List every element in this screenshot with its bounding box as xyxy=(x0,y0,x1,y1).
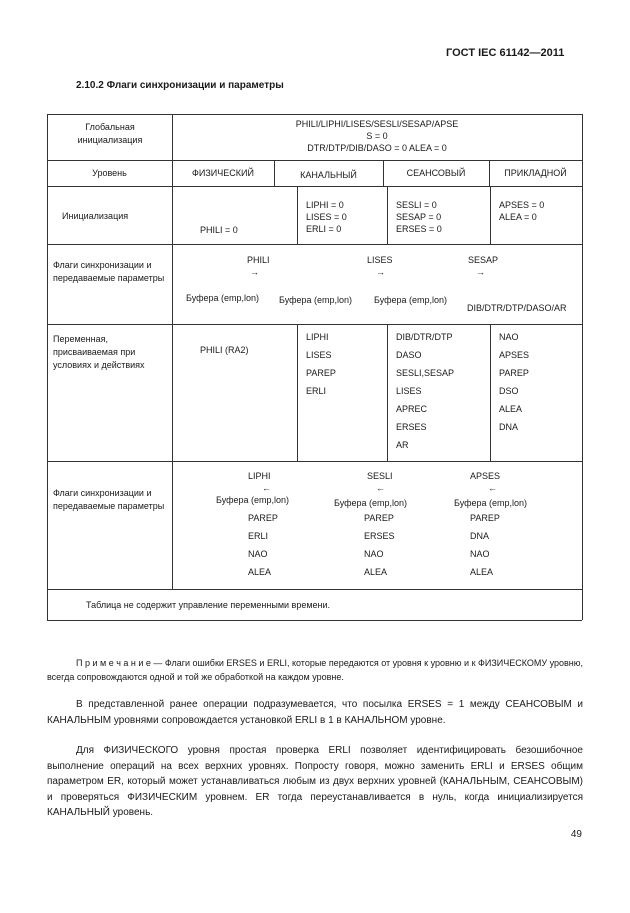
flags-up-buffer-2: Буфера (emp,lon) xyxy=(279,295,353,305)
flags-down-flag-apses: APSES xyxy=(470,471,501,481)
level-label: Уровень xyxy=(92,168,127,178)
vars-physical: PHILI (RA2) xyxy=(200,345,249,355)
list-item: LIPHI xyxy=(306,332,329,342)
note-paragraph: П р и м е ч а н и е — Флаги ошибки ERSES и ERLI, которые передаются от уровня к уровню и к ФИЗИЧЕСКОМУ уровню, всегда сопровождаются одной и той же обработкой на каждом уровне. xyxy=(47,658,583,682)
arrow-left-icon: ← xyxy=(376,483,385,493)
arrow-left-icon: ← xyxy=(488,483,497,493)
flags-down-buffer-3: Буфера (emp,lon) xyxy=(454,498,528,508)
arrow-right-icon: → xyxy=(376,267,385,277)
list-item: APSES xyxy=(499,350,530,360)
body-paragraph-2: Для ФИЗИЧЕСКОГО уровня простая проверка ERLI позволяет идентифицировать безошибочное выполнение операций на всех верхних уровнях. Попросту говоря, можно заменить ERLI и ERSES общим параметром ER, который может устанавливаться любым из двух верхних уровней (КАНАЛЬНЫМ, СЕАНСОВЫМ) и проверяться ФИЗИЧЕСКИМ уровнем. ER тогда переустанавливается в нуль, когда инициализируется КАНАЛЬНЫЙ уровень. xyxy=(47,745,583,818)
document-header: ГОСТ IEC 61142—2011 xyxy=(446,47,565,59)
init-app-2: ALEA = 0 xyxy=(499,212,537,222)
global-init-line-2: S = 0 xyxy=(366,131,388,141)
vars-app-list xyxy=(499,331,529,439)
list-item: PAREP xyxy=(248,513,278,523)
page-number: 49 xyxy=(570,829,582,840)
list-item: AR xyxy=(396,440,409,450)
list-item: DIB/DTR/DTP xyxy=(396,332,453,342)
list-item: NAO xyxy=(499,332,519,342)
flags-up-flag-phili: PHILI xyxy=(247,255,270,265)
init-session-1: SESLI = 0 xyxy=(396,200,437,210)
arrow-right-icon: → xyxy=(476,267,485,277)
list-item: DNA xyxy=(499,422,519,432)
list-item: LISES xyxy=(306,350,332,360)
flags-up-label: Флаги синхронизации и передаваемые параметры xyxy=(53,260,165,283)
table-footer-note: Таблица не содержит управление переменными времени. xyxy=(86,600,331,610)
init-session-2: SESAP = 0 xyxy=(396,212,442,222)
init-physical: PHILI = 0 xyxy=(200,225,238,235)
arrow-left-icon: ← xyxy=(262,483,271,493)
vars-label: Переменная, присваиваемая при условиях и действиях xyxy=(53,334,145,370)
list-item: ALEA xyxy=(470,567,494,577)
flags-down-buffer-1: Буфера (emp,lon) xyxy=(216,495,290,505)
init-channel-2: LISES = 0 xyxy=(306,212,347,222)
list-item: DSO xyxy=(499,386,519,396)
list-item: DNA xyxy=(470,531,490,541)
list-item: PAREP xyxy=(364,513,394,523)
flags-down-label: Флаги синхронизации и передаваемые параметры xyxy=(53,488,165,511)
init-label: Инициализация xyxy=(62,211,129,221)
vars-channel-list xyxy=(306,331,336,403)
list-item: ALEA xyxy=(248,567,272,577)
section-title: 2.10.2 Флаги синхронизации и параметры xyxy=(76,80,284,91)
list-item: APREC xyxy=(396,404,428,414)
level-channel: КАНАЛЬНЫЙ xyxy=(300,170,357,180)
list-item: ALEA xyxy=(499,404,523,414)
flags-down-buffer-2: Буфера (emp,lon) xyxy=(334,498,408,508)
global-init-line-1: PHILI/LIPHI/LISES/SESLI/SESAP/APSE xyxy=(295,119,459,129)
flags-down-flag-liphi: LIPHI xyxy=(248,471,271,481)
body-paragraph-1: В представленной ранее операции подразумевается, что посылка ERSES = 1 между СЕАНСОВЫМ и КАНАЛЬНЫМ уровнями сопровождается установкой ERLI в 1 в КАНАЛЬНОМ уровне. xyxy=(47,699,583,726)
flags-down-flag-sesli: SESLI xyxy=(367,471,393,481)
list-item: LISES xyxy=(396,386,422,396)
level-physical: ФИЗИЧЕСКИЙ xyxy=(192,168,254,178)
list-item: ERLI xyxy=(306,386,327,396)
arrow-right-icon: → xyxy=(250,267,259,277)
flags-down-col-1 xyxy=(248,512,278,584)
list-item: NAO xyxy=(470,549,490,559)
list-item: PAREP xyxy=(499,368,529,378)
init-session-3: ERSES = 0 xyxy=(396,224,442,234)
flags-up-flag-sesap: SESAP xyxy=(468,255,499,265)
vars-session-list xyxy=(396,331,454,457)
list-item: ERSES xyxy=(396,422,427,432)
list-item: NAO xyxy=(364,549,384,559)
list-item: PAREP xyxy=(306,368,336,378)
list-item: SESLI,SESAP xyxy=(396,368,455,378)
list-item: PAREP xyxy=(470,513,500,523)
global-init-line-3: DTR/DTP/DIB/DASO = 0 ALEA = 0 xyxy=(307,143,447,153)
init-channel-3: ERLI = 0 xyxy=(306,224,342,234)
flags-down-col-2 xyxy=(364,512,395,584)
flags-up-buffer-3: Буфера (emp,lon) xyxy=(374,295,448,305)
list-item: ERLI xyxy=(248,531,269,541)
flags-up-flag-lises: LISES xyxy=(367,255,393,265)
list-item: ERSES xyxy=(364,531,395,541)
init-app-1: APSES = 0 xyxy=(499,200,545,210)
list-item: ALEA xyxy=(364,567,388,577)
level-session: СЕАНСОВЫЙ xyxy=(406,168,466,178)
global-init-label: Глобальная инициализация xyxy=(77,122,143,145)
flags-down-col-3 xyxy=(470,512,500,584)
init-channel-1: LIPHI = 0 xyxy=(306,200,344,210)
list-item: DASO xyxy=(396,350,422,360)
flags-up-buffer-last: DIB/DTR/DTP/DASO/AR xyxy=(467,303,567,313)
list-item: NAO xyxy=(248,549,268,559)
flags-up-buffer-1: Буфера (emp,lon) xyxy=(186,293,260,303)
level-application: ПРИКЛАДНОЙ xyxy=(504,168,567,178)
